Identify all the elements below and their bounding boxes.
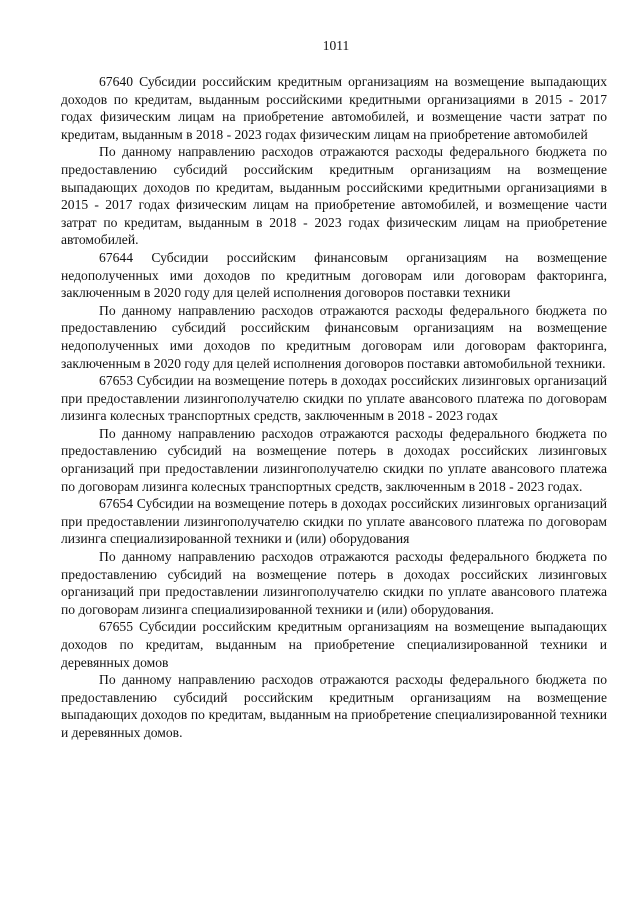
paragraph-67653-description: По данному направлению расходов отражаются расходы федерального бюджета по предоставлению субсидий на возмещение потерь в доходах российских лизинговых организаций при предоставлении лизингополучателю скидки по уплате авансового платежа по договорам лизинга колесных транспортных средств, заключенным в 2018 - 2023 годах. xyxy=(61,425,607,494)
paragraph-67644-description: По данному направлению расходов отражаются расходы федерального бюджета по предоставлению субсидий российским финансовым организациям на возмещение недополученных ими доходов по кредитным договорам или договорам факторинга, заключенным в 2020 году для целей исполнения договоров поставки автомобильной техники. xyxy=(61,302,607,371)
paragraph-67655-description: По данному направлению расходов отражаются расходы федерального бюджета по предоставлению субсидий российским кредитным организациям на возмещение выпадающих доходов по кредитам, выданным на приобретение специализированной техники и деревянных домов. xyxy=(61,672,607,740)
page-number: 1011 xyxy=(322,38,350,53)
paragraph-67653-heading: 67653 Субсидии на возмещение потерь в доходах российских лизинговых организаций при предоставлении лизингополучателю скидки по уплате авансового платежа по договорам лизинга колесных транспортных средств, заключенным в 2018 - 2023 годах xyxy=(61,373,607,424)
paragraph-67654-description: По данному направлению расходов отражаются расходы федерального бюджета по предоставлению субсидий на возмещение потерь в доходах российских лизинговых организаций при предоставлении лизингополучателю скидки по уплате авансового платежа по договорам лизинга специализированной техники и (или) оборудования. xyxy=(61,549,607,617)
paragraph-67655-heading: 67655 Субсидии российским кредитным организациям на возмещение выпадающих доходов по кредитам, выданным на приобретение специализированной техники и деревянных домов xyxy=(61,619,607,670)
paragraph-67654-heading: 67654 Субсидии на возмещение потерь в доходах российских лизинговых организаций при предоставлении лизингополучателю скидки по уплате авансового платежа по договорам лизинга специализированной техники и (или) оборудования xyxy=(61,496,607,547)
paragraph-67640-description: По данному направлению расходов отражаются расходы федерального бюджета по предоставлению субсидий российским кредитным организациям на возмещение выпадающих доходов по кредитам, выданным российскими кредитными организациями в 2015 - 2017 годах физическим лицам на приобретение автомобилей, и возмещение части затрат по кредитам, выданным в 2018 - 2023 годах физическим лицам на приобретение автомобилей. xyxy=(61,144,607,248)
paragraph-67640-heading: 67640 Субсидии российским кредитным организациям на возмещение выпадающих доходов по кредитам, выданным российскими кредитными организациями в 2015 - 2017 годах физическим лицам на приобретение автомобилей, и возмещение части затрат по кредитам, выданным в 2018 - 2023 годах физическим лицам на приобретение автомобилей xyxy=(61,74,607,142)
paragraph-67644-heading: 67644 Субсидии российским финансовым организациям на возмещение недополученных ими доходов по кредитным договорам или договорам факторинга, заключенным в 2020 году для целей исполнения договоров поставки техники xyxy=(61,249,607,301)
